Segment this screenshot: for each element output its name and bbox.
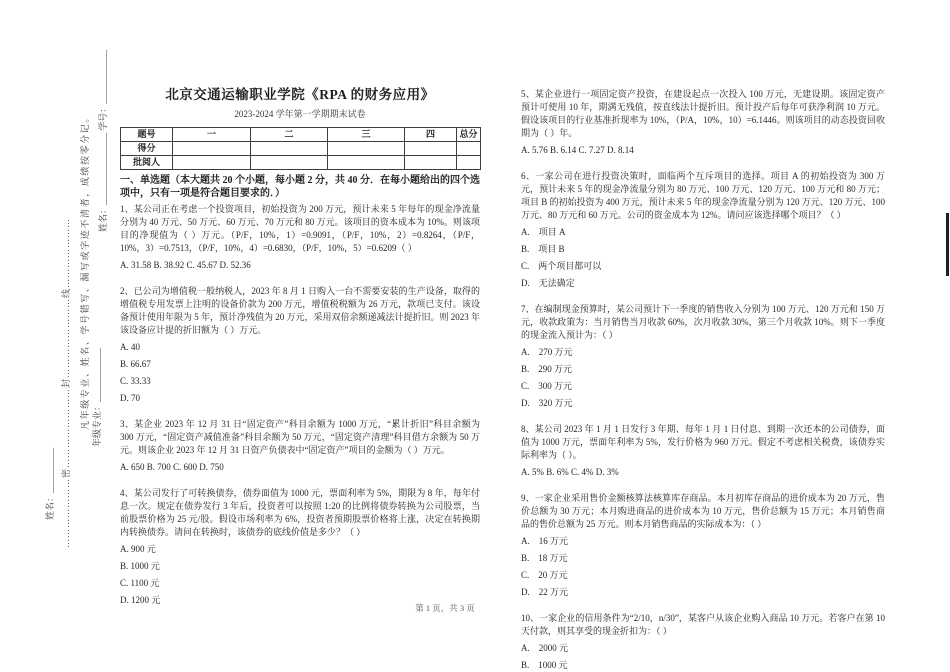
question-option: B. 18 万元 [521,553,568,563]
question-7 [521,303,885,410]
seal-warning-text: 凡年级专业、姓名、学号错写、漏写或字迹不清者，成绩按零分记。 [80,111,90,430]
score-row-label: 得分 [121,142,173,156]
score-header-cell: 总分 [457,128,481,142]
question-option: C. 300 万元 [521,381,573,391]
question-option: A. 2000 元 [521,643,568,653]
paper-title: 北京交通运输职业学院《RPA 的财务应用》 [165,87,435,102]
question-option: A. 40 [120,342,140,352]
question-option: D. 320 万元 [521,398,573,408]
outer-name-blank: 姓名：__________ [45,447,55,520]
question-4 [120,487,480,607]
question-option: C. 20 万元 [521,570,568,580]
score-cell-empty [251,142,328,156]
paper-subtitle: 2023-2024 学年第一学期期末试卷 [234,109,366,119]
score-header-cell: 一 [173,128,251,142]
question-option: A. 270 万元 [521,347,573,357]
question-text: 9、一家企业采用售价金额核算法核算库存商品。本月初库存商品的进价成本为 20 万元，售价总额为 30 万元；本月购进商品的进价成本为 10 万元，售价总额为 15 万元；本月销售商品的售价总额为 25 万元。则本月销售商品的实际成本为：（ ） [521,493,885,529]
score-cell-empty [405,156,457,170]
question-options-line: A. 650 B. 700 C. 600 D. 750 [120,462,224,472]
question-text: 6、一家公司在进行投资决策时，面临两个互斥项目的选择。项目 A 的初始投资为 300 万元，预计未来 5 年的现金净流量分别为 80 万元、100 万元、120 万元、100 万元和 80 万元；项目 B 的初始投资为 400 万元，预计未来 5 年的现金净流量分别为 120 万元、120 万元、100 万元、80 万元和 60 万元。公司的资金成本为 12%。请问应该选择哪个项目？（ ） [521,171,885,220]
score-cell-empty [405,142,457,156]
page-column-left [120,85,480,620]
question-6 [521,170,885,290]
question-text: 2、已公司为增值税一般纳税人，2023 年 8 月 1 日购入一台不需要安装的生产设备，取得的增值税专用发票上注明的设备价款为 200 万元，增值税税额为 26 万元，款项已支付。该设备预计使用年限为 5 年，预计净残值为 20 万元，采用双倍余额递减法计提折旧。则 2023 年该设备应计提的折旧额为（ ）万元。 [120,286,481,335]
score-table [120,127,481,170]
score-header-cell: 四 [405,128,457,142]
page-column-right [521,88,885,672]
section-heading: 一、单选题（本大题共 20 个小题，每小题 2 分，共 40 分．在每小题给出的四个选项中，只有一项是符合题目要求的．） [120,175,480,199]
score-cell-empty [457,142,481,156]
question-text: 1、某公司正在考虑一个投资项目，初始投资为 200 万元，预计未来 5 年每年的现金净流量分别为 40 万元、50 万元、60 万元、70 万元和 80 万元。该项目的资本成本为 10%。则该项目的净现值为（ ）万元。（P/F，10%，1）=0.9091，（P/F，10%，2）=0.8264，（P/F，10%，3）=0.7513，（P/F，10%，4）=0.6830，（P/F，10%，5）=0.6209（ ） [120,204,480,253]
question-text: 7、在编制现金预算时，某公司预计下一季度的销售收入分别为 100 万元、120 万元和 150 万元，收款政策为：当月销售当月收款 60%，次月收款 30%，第三个月收款 10%。则下一季度的现金流入预计为：（ ） [521,304,885,340]
page-footer: 第 1 页，共 3 页 [415,603,475,613]
question-option: B. 290 万元 [521,364,573,374]
question-option: C. 1100 元 [120,578,160,588]
question-option: D. 70 [120,393,140,403]
student-name-id-blanks: 姓名：________________ 学号：____________ [98,49,108,232]
question-option: A. 16 万元 [521,536,568,546]
score-row [121,142,481,156]
score-header-cell: 二 [251,128,328,142]
question-option: C. 两个项目都可以 [521,261,602,271]
score-cell-empty [251,156,328,170]
question-option: D. 22 万元 [521,587,568,597]
question-10 [521,612,885,672]
score-header-cell: 题号 [121,128,173,142]
scan-edge-artifact [946,213,949,276]
question-option: D. 无法确定 [521,278,575,288]
question-options-line: A. 31.58 B. 38.92 C. 45.67 D. 52.36 [120,260,251,270]
question-options-line: A. 5% B. 6% C. 4% D. 3% [521,467,619,477]
question-option: A. 900 元 [120,544,156,554]
question-text: 8、某公司 2023 年 1 月 1 日发行 3 年期、每年 1 月 1 日付息、到期一次还本的公司债券，面值为 1000 万元，票面年利率为 5%，发行价格为 960 万元。假定不考虑相关税费，该债券实际利率为（ ）。 [521,424,885,460]
score-row [121,156,481,170]
question-2 [120,285,480,405]
question-text: 10、一家企业的信用条件为“2/10，n/30”，某客户从该企业购入商品 10 万元。若客户在第 10 天付款，则其享受的现金折扣为：（ ） [521,613,885,636]
score-cell-empty [173,156,251,170]
question-9 [521,492,885,599]
question-5 [521,88,885,157]
question-text: 5、某企业进行一项固定资产投资，在建设起点一次投入 100 万元，无建设期。该固定资产预计可使用 10 年，期满无残值，按直线法计提折旧。预计投产后每年可获净利润 10 万元。假设该项目的行业基准折现率为 10%，（P/A，10%，10）=6.1446。则该项目的动态投资回收期为（ ）年。 [521,89,885,138]
question-option: A. 项目 A [521,227,566,237]
question-option: B. 66.67 [120,359,151,369]
question-option: B. 项目 B [521,244,565,254]
question-text: 3、某企业 2023 年 12 月 31 日“固定资产”科目余额为 1000 万元，“累计折旧”科目余额为 300 万元，“固定资产减值准备”科目余额为 50 万元，“固定资产清理”科目借方余额为 50 万元。则该企业 2023 年 12 月 31 日资产负债表中“固定资产”项目的金额为（ ）万元。 [120,419,480,455]
question-option: C. 33.33 [120,376,151,386]
question-3 [120,418,480,474]
score-cell-empty [328,142,405,156]
score-header-cell: 三 [328,128,405,142]
score-cell-empty [457,156,481,170]
grade-major-blank: 年级专业：____________ [92,347,102,447]
question-text: 4、某公司发行了可转换债券，债券面值为 1000 元，票面利率为 5%，期限为 8 年，每年付息一次。规定在债券发行 3 年后，投资者可以按照 1:20 的比例将债券转换为公司股票，当前股票价格为 25 元/股。假设市场利率为 6%，投资者预期股票价格将上涨，决定在转换期内转换债券。请问在转换时，该债券的底线价值是多少？（ ） [120,488,480,537]
score-table-header-row [121,128,481,142]
seal-dotted-line: …………………密……………………封……………………线………………… [61,217,71,548]
score-row-label: 批阅人 [121,156,173,170]
question-options-line: A. 5.76 B. 6.14 C. 7.27 D. 8.14 [521,145,634,155]
question-option: B. 1000 元 [120,561,160,571]
question-8 [521,423,885,479]
question-1 [120,203,480,272]
question-option: B. 1000 元 [521,660,568,670]
score-cell-empty [173,142,251,156]
question-option: D. 1200 元 [120,595,161,605]
score-cell-empty [328,156,405,170]
